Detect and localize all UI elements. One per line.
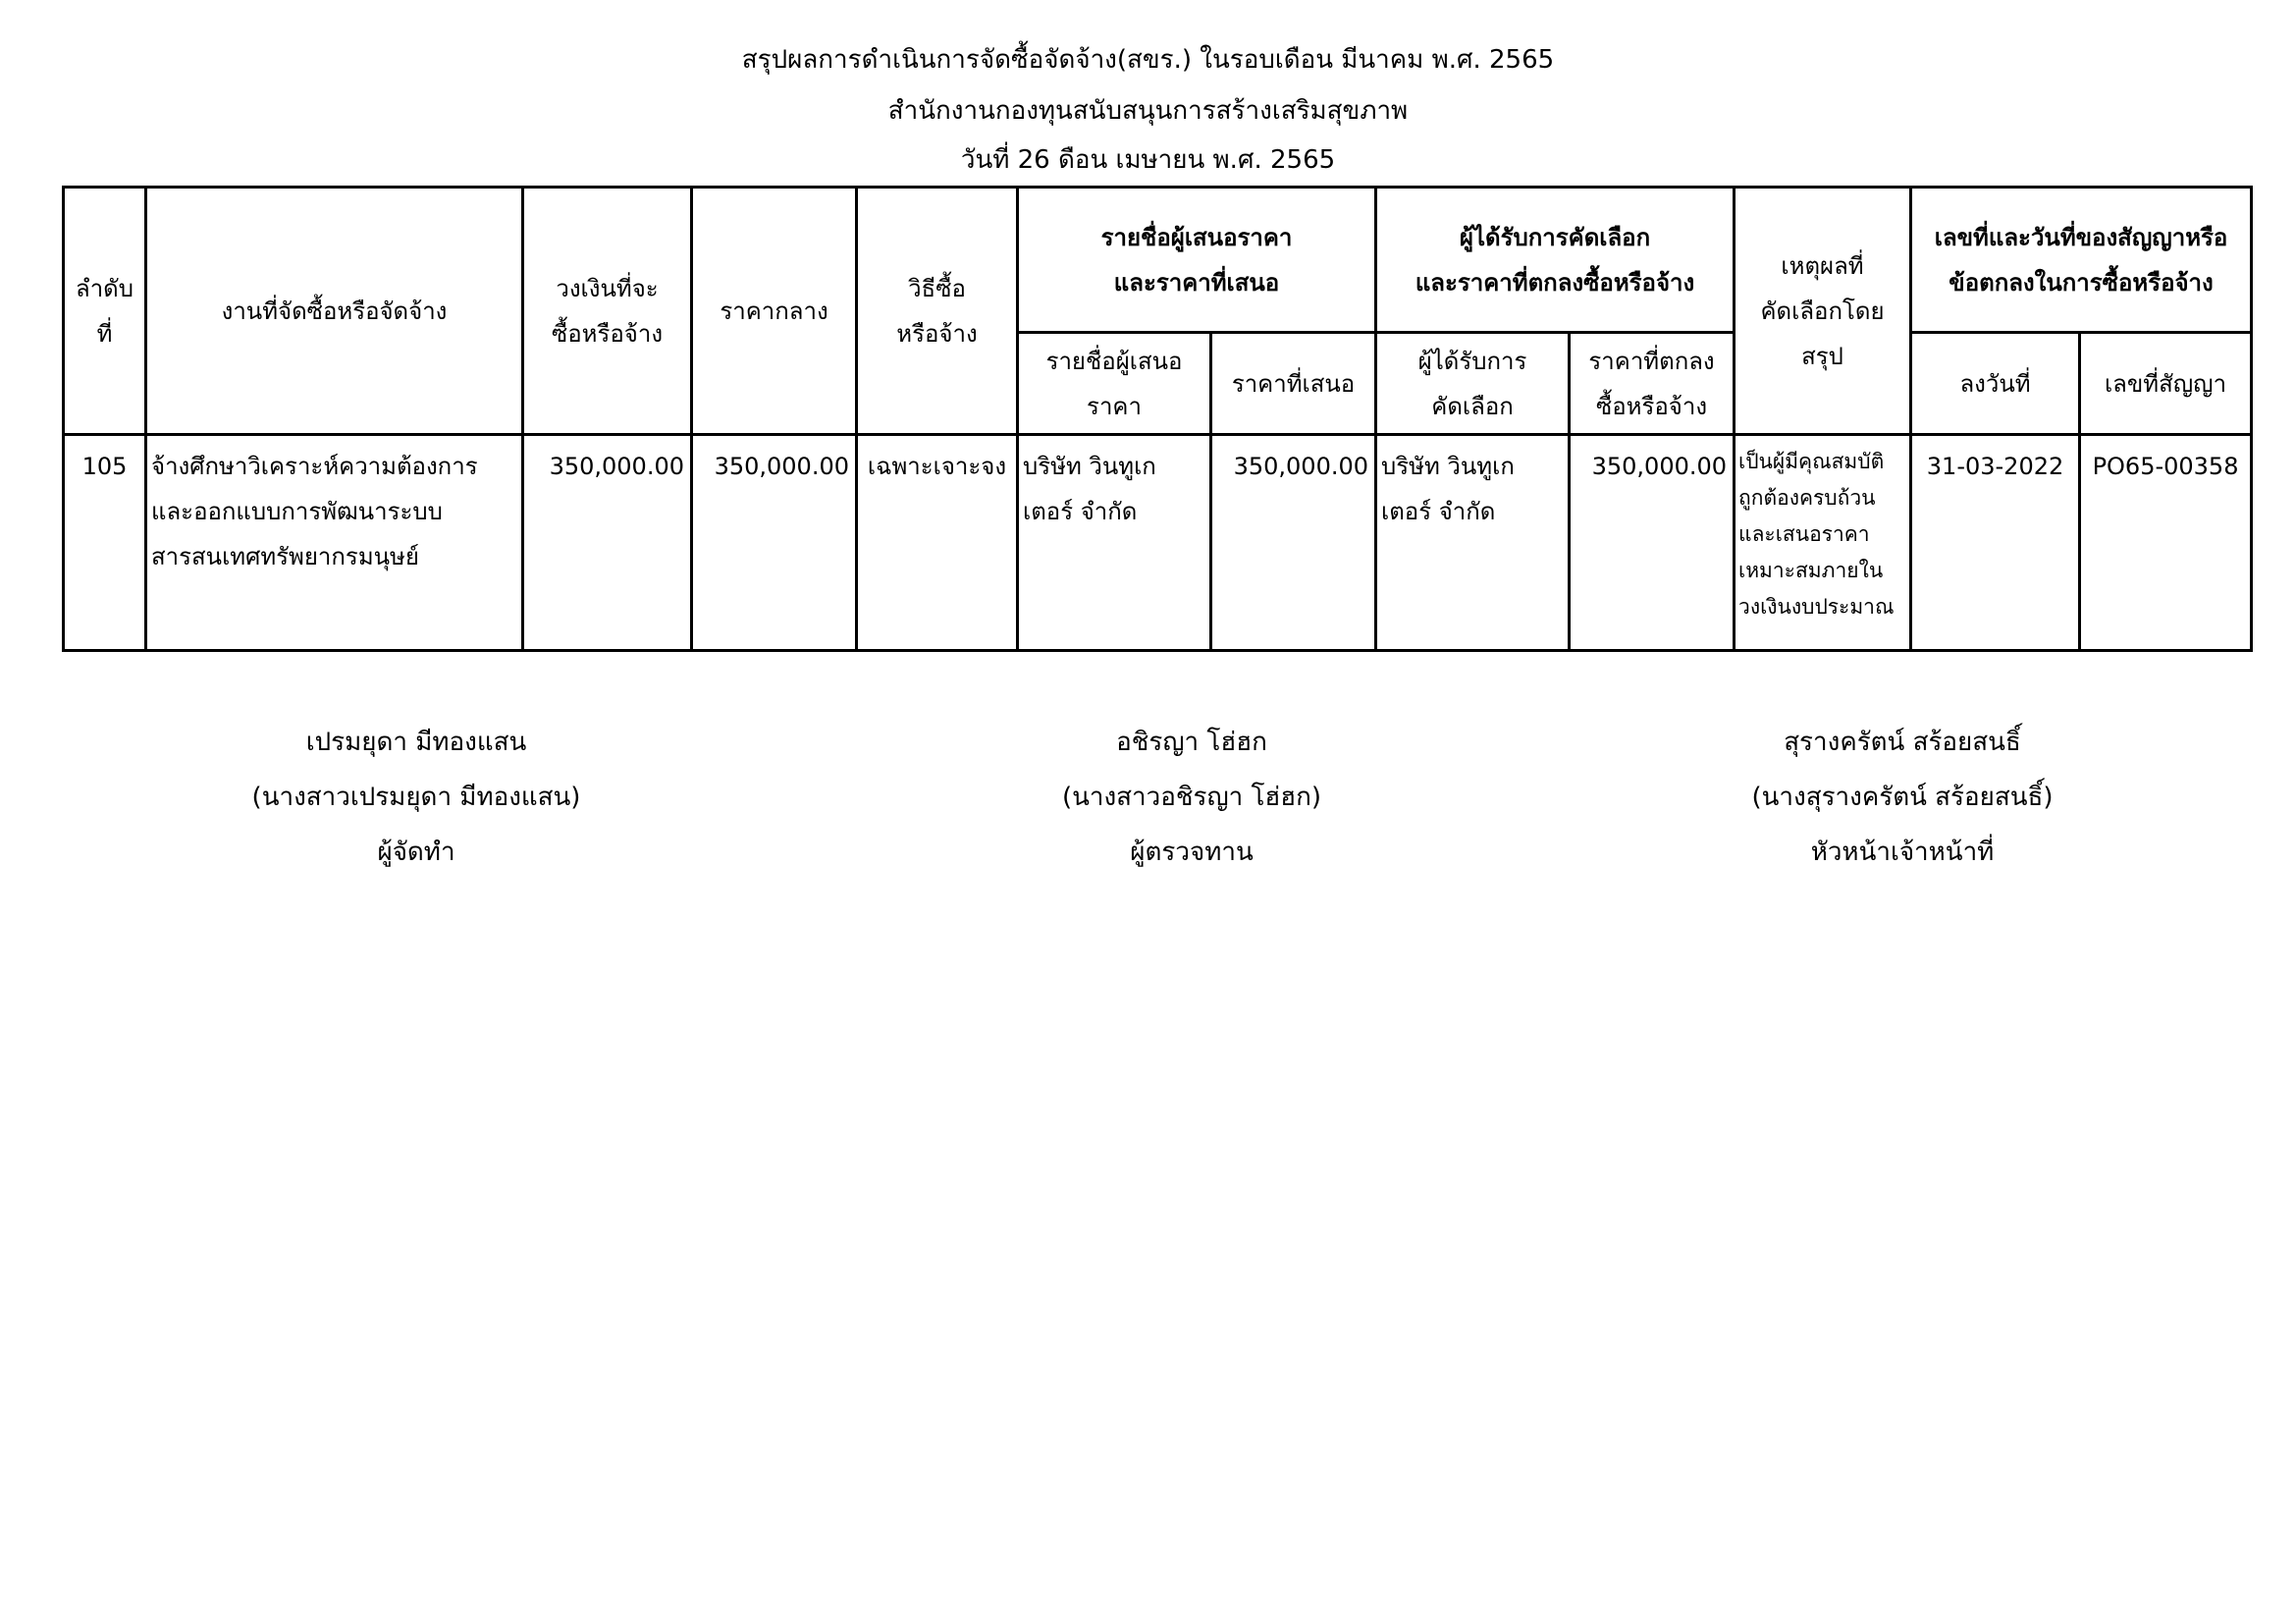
col-header-sign-date-label: ลงวันที่ [1959, 369, 2031, 398]
cell-bidder-name [1018, 435, 1211, 651]
col-header-reason-l3: สรุป [1801, 342, 1843, 370]
col-group-selected [1376, 188, 1735, 333]
col-group-selected-l2: และราคาที่ตกลงซื้อหรือจ้าง [1415, 268, 1695, 297]
cell-median-price: 350,000.00 [692, 435, 857, 651]
col-header-selected-name-l1: ผู้ได้รับการ [1417, 347, 1527, 375]
signature-role: ผู้ตรวจทาน [1130, 838, 1254, 867]
col-group-bidders [1018, 188, 1376, 333]
cell-agreed-price: 350,000.00 [1570, 435, 1735, 651]
cell-reason-l5: วงเงินงบประมาณ [1738, 595, 1895, 619]
cell-reason-l3: และเสนอราคา [1738, 522, 1870, 546]
signature-role: หัวหน้าเจ้าหน้าที่ [1810, 838, 1995, 867]
signature-role: ผู้จัดทำ [377, 838, 455, 867]
col-header-bid-price-label: ราคาที่เสนอ [1231, 369, 1356, 398]
col-group-bidders-l1: รายชื่อผู้เสนอราคา [1100, 223, 1293, 251]
cell-bidder-name-l2: เตอร์ จำกัด [1023, 498, 1138, 525]
col-header-agreed-price-l1: ราคาที่ตกลง [1588, 347, 1715, 375]
organization-name: สำนักงานกองทุนสนับสนุนการสร้างเสริมสุขภาพ [887, 96, 1409, 126]
col-group-contract-l1: เลขที่และวันที่ของสัญญาหรือ [1934, 223, 2228, 251]
col-header-budget-l1: วงเงินที่จะ [556, 274, 659, 302]
col-header-agreed-price-l2: ซื้อหรือจ้าง [1595, 392, 1708, 420]
col-header-order-l2: ที่ [96, 319, 113, 348]
cell-work-l3: สารสนเทศทรัพยากรมนุษย์ [151, 543, 419, 570]
report-title: สรุปผลการดำเนินการจัดซื้อจัดจ้าง(สขร.) ในรอบเดือน มีนาคม พ.ศ. 2565 [741, 45, 1555, 75]
cell-budget: 350,000.00 [523, 435, 692, 651]
col-header-budget-l2: ซื้อหรือจ้าง [551, 319, 664, 348]
signature-block-preparer [122, 715, 711, 880]
col-header-reason-l2: คัดเลือกโดย [1760, 297, 1885, 325]
cell-reason [1735, 435, 1911, 651]
cell-bid-price: 350,000.00 [1211, 435, 1376, 651]
col-header-agreed-price [1570, 333, 1735, 435]
col-header-selected-name [1376, 333, 1570, 435]
col-header-method-l1: วิธีซื้อ [908, 274, 966, 302]
col-header-bidder-name-l1: รายชื่อผู้เสนอ [1045, 347, 1183, 375]
cell-selected-name-l1: บริษัท วินทูเก [1381, 453, 1515, 480]
col-group-contract-l2: ข้อตกลงในการซื้อหรือจ้าง [1949, 268, 2214, 297]
signature-name: อชิรญา โฮ่ฮก [1116, 728, 1267, 757]
col-header-bidder-name-l2: ราคา [1087, 392, 1142, 420]
signature-full-name: (นางสุรางครัตน์ สร้อยสนธิ์) [1751, 783, 2054, 812]
col-header-reason [1735, 188, 1911, 435]
col-header-reason-l1: เหตุผลที่ [1781, 251, 1864, 280]
cell-contract-no: PO65-00358 [2080, 435, 2252, 651]
signature-name: สุรางครัตน์ สร้อยสนธิ์ [1784, 728, 2021, 757]
cell-reason-l2: ถูกต้องครบถ้วน [1738, 486, 1876, 510]
col-header-work-label: งานที่จัดซื้อหรือจัดจ้าง [221, 297, 448, 325]
table-row [64, 435, 2252, 651]
cell-method: เฉพาะเจาะจง [857, 435, 1018, 651]
col-header-median-label: ราคากลาง [720, 297, 828, 325]
col-group-selected-l1: ผู้ได้รับการคัดเลือก [1459, 223, 1651, 251]
procurement-table [62, 186, 2253, 652]
signature-full-name: (นางสาวเปรมยุดา มีทองแสน) [251, 783, 581, 812]
cell-reason-l1: เป็นผู้มีคุณสมบัติ [1738, 450, 1885, 473]
cell-work [146, 435, 523, 651]
report-date: วันที่ 26 ดือน เมษายน พ.ศ. 2565 [960, 145, 1336, 175]
col-group-bidders-l2: และราคาที่เสนอ [1113, 268, 1280, 297]
signature-block-reviewer [897, 715, 1486, 880]
signature-name: เปรมยุดา มีทองแสน [305, 728, 527, 757]
cell-selected-name [1376, 435, 1570, 651]
signature-block-head-officer [1608, 715, 2197, 880]
col-header-order [64, 188, 146, 435]
col-header-selected-name-l2: คัดเลือก [1431, 392, 1514, 420]
col-header-bidder-name [1018, 333, 1211, 435]
cell-selected-name-l2: เตอร์ จำกัด [1381, 498, 1496, 525]
col-header-budget [523, 188, 692, 435]
col-header-median-price [692, 188, 857, 435]
col-header-method [857, 188, 1018, 435]
col-header-contract-no [2080, 333, 2252, 435]
cell-order: 105 [64, 435, 146, 651]
col-header-work [146, 188, 523, 435]
cell-reason-l4: เหมาะสมภายใน [1738, 559, 1884, 582]
cell-sign-date: 31-03-2022 [1911, 435, 2080, 651]
cell-work-l1: จ้างศึกษาวิเคราะห์ความต้องการ [151, 453, 478, 480]
col-header-order-l1: ลำดับ [75, 274, 133, 302]
col-header-method-l2: หรือจ้าง [896, 319, 978, 348]
cell-work-l2: และออกแบบการพัฒนาระบบ [151, 498, 443, 525]
signature-full-name: (นางสาวอชิรญา โฮ่ฮก) [1061, 783, 1322, 812]
col-header-sign-date [1911, 333, 2080, 435]
col-header-contract-no-label: เลขที่สัญญา [2104, 369, 2227, 398]
col-group-contract [1911, 188, 2252, 333]
col-header-bid-price [1211, 333, 1376, 435]
cell-bidder-name-l1: บริษัท วินทูเก [1023, 453, 1156, 480]
